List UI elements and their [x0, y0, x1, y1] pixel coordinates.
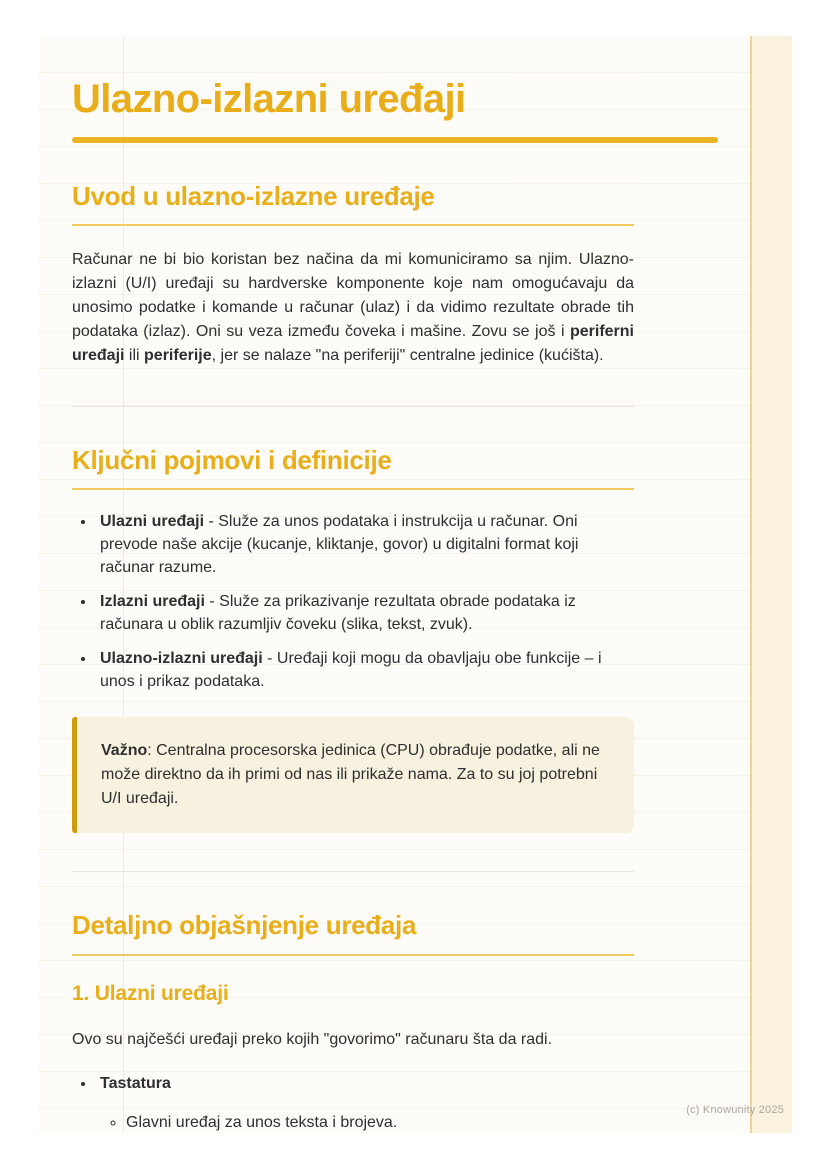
device-sub-list [100, 1111, 634, 1134]
section-terms [72, 445, 718, 833]
device-label: Tastatura [100, 1074, 171, 1092]
subsection-heading-input-devices: 1. Ulazni uređaji [72, 981, 229, 1005]
intro-paragraph: Računar ne bi bio koristan bez načina da mi komuniciramo sa njim. Ulazno-izlazni (U/I) uređaji su hardverske komponente koje nam omogućavaju da unosimo podatke i komande u računar (ulaz) i da vidimo rezultate obrade tih podataka (izlaz). Oni su veza između čoveka i mašine. Zovu se još i periferni uređaji ili periferije, jer se nalaze "na periferiji" centralne jedinice (kućišta). [72, 251, 634, 365]
document-page [38, 36, 792, 1133]
list-item: • Izlazni uređaji - Služe za prikazivanje rezultata obrade podataka iz računara u oblik razumljiv čoveku (slika, tekst, zvuk). [96, 590, 634, 636]
section-intro [72, 181, 718, 368]
list-item [96, 1072, 634, 1134]
list-item: • Ulazno-izlazni uređaji - Uređaji koji mogu da obavljaju obe funkcije – i unos i prikaz podataka. [96, 647, 634, 693]
list-item: ◦ Glavni uređaj za unos teksta i brojeva. [126, 1111, 634, 1134]
document-content [72, 36, 718, 1134]
copyright-watermark: (c) Knowunity 2025 [686, 1104, 784, 1116]
terms-list [72, 510, 634, 693]
section-divider [72, 871, 634, 872]
page-title: Ulazno-izlazni uređaji [72, 77, 466, 121]
page-right-margin-strip [750, 36, 792, 1133]
section-divider [72, 406, 634, 407]
section-heading-terms: Ključni pojmovi i definicije [72, 445, 634, 490]
important-callout [72, 717, 634, 833]
details-paragraph: Ovo su najčešći uređaji preko kojih "govorimo" računaru šta da radi. [72, 1030, 553, 1048]
section-details [72, 910, 718, 1133]
callout-text: Važno: Centralna procesorska jedinica (CPU) obrađuje podatke, ali ne može direktno da ih primi od nas ili prikaže nama. Za to su joj potrebni U/I uređaji. [101, 742, 600, 808]
device-list [72, 1072, 634, 1134]
section-heading-intro: Uvod u ulazno-izlazne uređaje [72, 181, 634, 226]
title-rule [72, 137, 718, 143]
section-heading-details: Detaljno objašnjenje uređaja [72, 910, 634, 955]
list-item: • Ulazni uređaji - Služe za unos podataka i instrukcija u računar. Oni prevode naše akcije (kucanje, kliktanje, govor) u digitalni format koji računar razume. [96, 510, 634, 579]
